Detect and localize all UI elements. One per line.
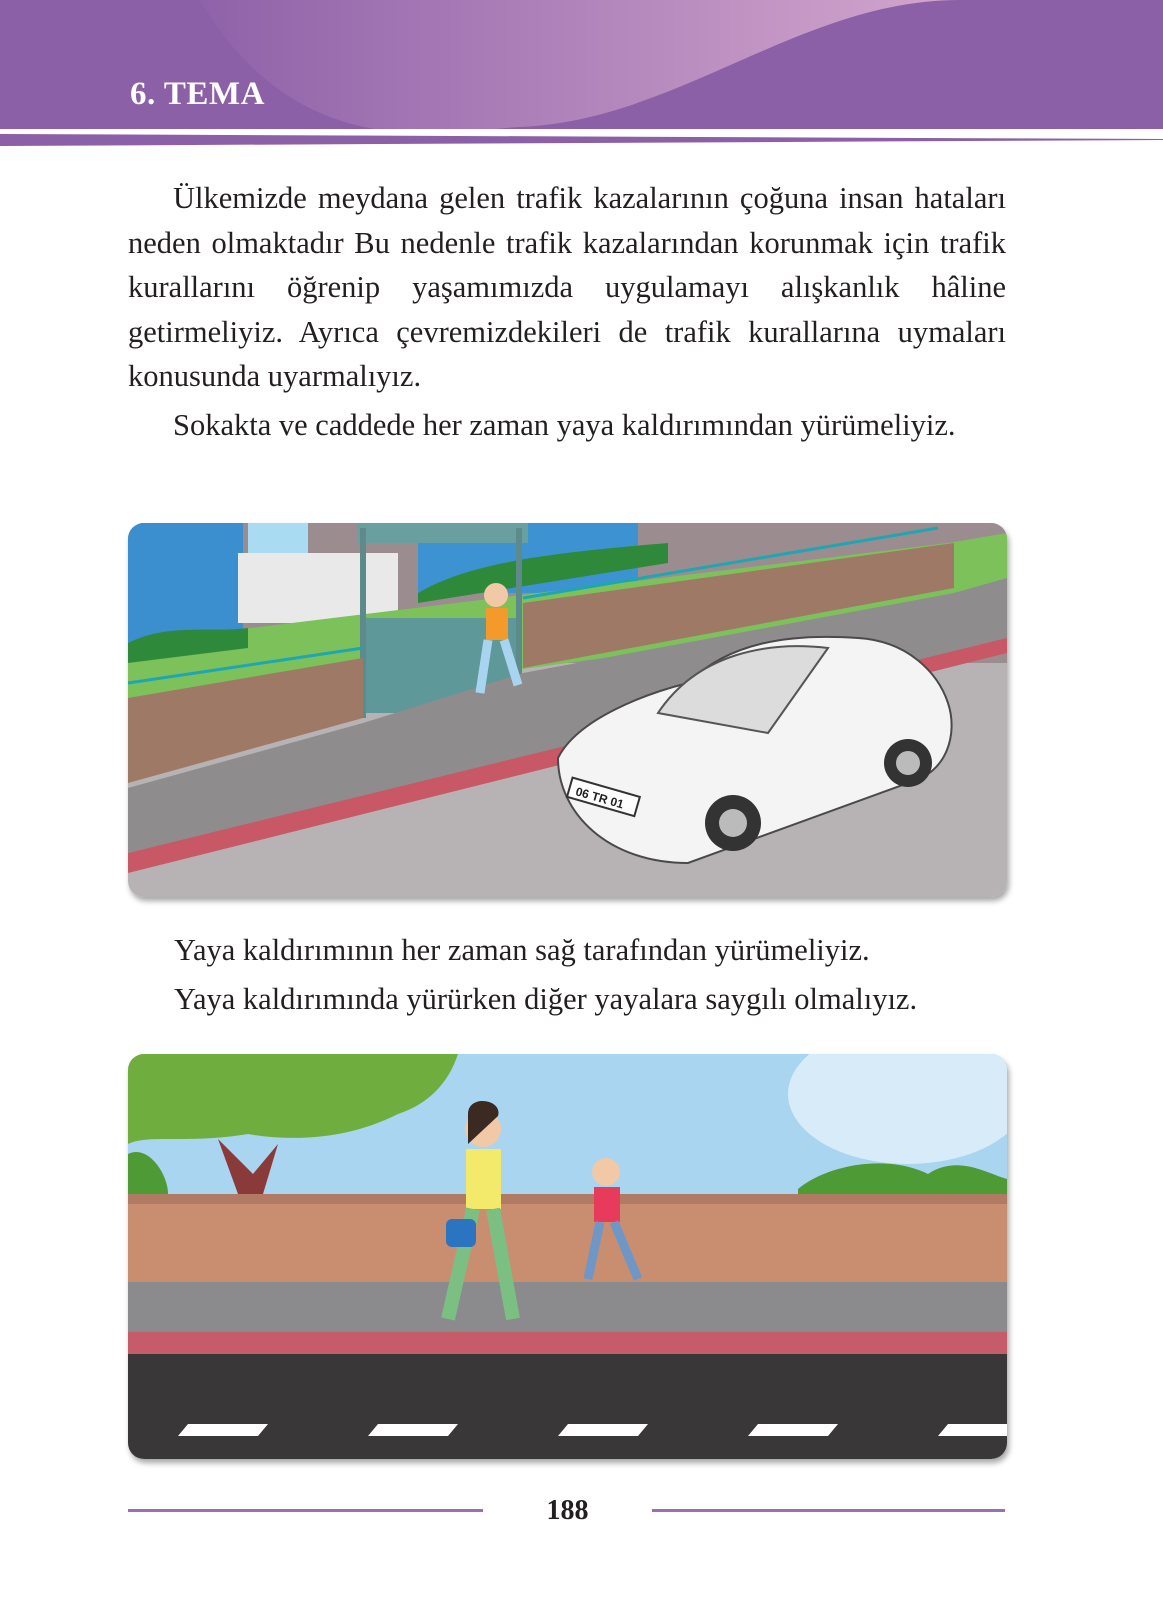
sidewalk-paragraph [128, 403, 1006, 448]
theme-header-banner [0, 0, 1163, 129]
page-number: 188 [546, 1495, 589, 1526]
footer-line-left [128, 1509, 483, 1512]
intro-paragraph [128, 176, 1006, 399]
caption-respect-pedestrians: Yaya kaldırımında yürürken diğer yayalara saygılı olmalıyız. [174, 982, 918, 1016]
paragraph-text: Ülkemizde meydana gelen trafik kazalarının çoğuna insan hataları neden olmaktadır Bu nedenle trafik kazalarından korunmak için trafik kurallarını öğrenip yaşamımızda uygulamayı alışkanlık hâline getirmeliyiz. Ayrıca çevremizdekileri de trafik kurallarına uymaları konusunda uyarmalıyız. [128, 181, 1006, 393]
footer-line-right [652, 1509, 1005, 1512]
illustration-pedestrians-sidewalk [128, 1054, 1007, 1459]
license-plate-text: 06 TR 01 [574, 784, 626, 812]
illustration-boy-sidewalk-car [128, 523, 1007, 897]
paragraph-text: Sokakta ve caddede her zaman yaya kaldırımından yürümeliyiz. [173, 408, 956, 442]
theme-title: 6. TEMA [130, 76, 265, 112]
caption-right-side: Yaya kaldırımının her zaman sağ tarafından yürümeliyiz. [174, 933, 870, 967]
header-divider-stripe [0, 134, 1163, 146]
